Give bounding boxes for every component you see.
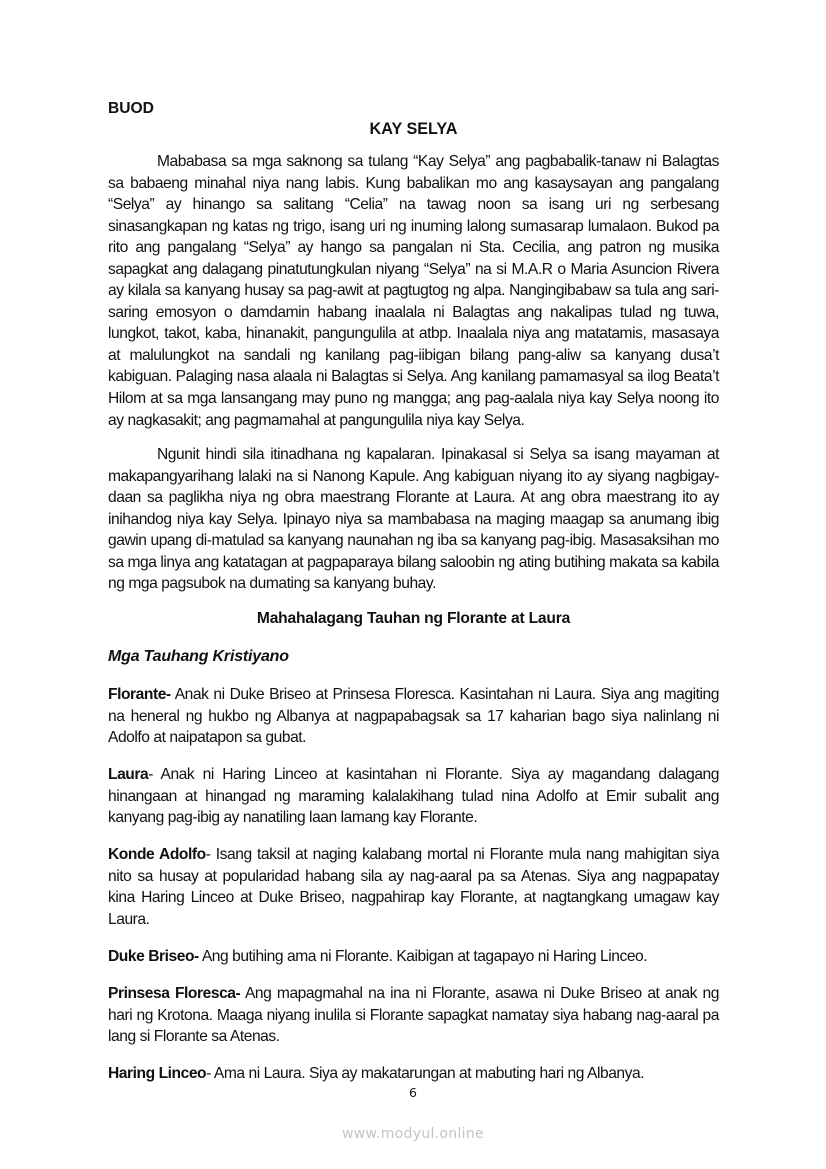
character-entry bbox=[108, 1063, 719, 1085]
character-description: Anak ni Duke Briseo at Prinsesa Floresca. Kasintahan ni Laura. Siya ang magiting na heneral ng hukbo ng Albanya at nagpapabagsak sa 17 kaharian bago siya nalinlang ni Adolfo at naipatapon sa gubat. bbox=[108, 686, 719, 747]
document-page bbox=[108, 98, 719, 1100]
subheading: Mga Tauhang Kristiyano bbox=[108, 648, 289, 666]
character-description: - Ama ni Laura. Siya ay makatarungan at mabuting hari ng Albanya. bbox=[206, 1065, 645, 1083]
section-heading: Mahahalagang Tauhan ng Florante at Laura bbox=[256, 609, 571, 627]
watermark: www.modyul.online bbox=[342, 1126, 484, 1142]
character-description: - Anak ni Haring Linceo at kasintahan ni Florante. Siya ay magandang dalagang hinangaan at hinangad ng maraming kalalakihang tulad nina Adolfo at Emir subalit ang kanyang pag-ibig ay nanatiling laan lamang kay Florante. bbox=[108, 766, 719, 827]
character-entry bbox=[108, 684, 719, 749]
summary-paragraph: Mababasa sa mga saknong sa tulang “Kay Selya” ang pagbabalik-tanaw ni Balagtas sa babaeng minahal niya nang labis. Kung babalikan mo ang kasaysayan ang pangalang “Selya” ay hinango sa salitang “Celia” na tawag noon sa isang uri ng serbesang sinasangkapan ng katas ng trigo, isang uri ng inuming lalong sumasarap lumalaon. Bukod pa rito ang pangalang “Selya” ay hango sa pangalan ni Sta. Cecilia, ang patron ng musika sapagkat ang dalagang pinatutungkulan niyang “Selya” na si M.A.R o Maria Asuncion Rivera ay kilala sa kanyang husay sa pag-awit at pagtugtog ng alpa. Nangingibabaw sa tula ang sari-saring emosyon o damdamin habang inaalala ni Balagtas ang nakalipas tulad ng tuwa, lungkot, takot, kaba, hinanakit, pangungulila at atbp. Inaalala niya ang matatamis, masasaya at malulungkot na sandali ng kanilang pag-iibigan bilang pang-aliw sa kanyang dusa’t kabiguan. Palaging nasa alaala ni Balagtas si Selya. Ang kanilang pamamasyal sa ilog Beata’t Hilom at sa mga lansangang may puno ng mangga; ang pag-aalala niya kay Selya noong ito ay nagkasakit; ang pagmamahal at pangungulila niya kay Selya. bbox=[108, 153, 719, 429]
character-entry bbox=[108, 983, 719, 1048]
character-entry bbox=[108, 844, 719, 930]
character-name: Duke Briseo- bbox=[108, 948, 199, 965]
character-description: Ang mapagmahal na ina ni Florante, asawa ni Duke Briseo at anak ng hari ng Krotona. Maaga niyang inulila si Florante sapagkat namatay siya habang nag-aaral pa lang si Florante sa Atenas. bbox=[108, 985, 719, 1046]
character-description: - Isang taksil at naging kalabang mortal ni Florante mula nang mahigitan siya nito sa husay at popularidad habang sila ay nag-aaral pa sa Atenas. Siya ang nagpapatay kina Haring Linceo at Duke Briseo, nagpahirap kay Florante, at nagtangkang umagaw kay Laura. bbox=[108, 846, 719, 928]
page-number: 6 bbox=[409, 1085, 417, 1100]
section-label: BUOD bbox=[108, 100, 154, 117]
page-title: KAY SELYA bbox=[369, 120, 458, 138]
summary-paragraph: Ngunit hindi sila itinadhana ng kapalaran. Ipinakasal si Selya sa isang mayaman at makapangyarihang lalaki na si Nanong Kapule. Ang kabiguan niyang ito ay siyang nagbigay-daan sa paglikha niya ng obra maestrang Florante at Laura. At ang obra maestrang ito ay inihandog niya kay Selya. Ipinayo niya sa mambabasa na maging maagap sa anumang ibig gawin upang di-matulad sa kanyang naunahan ng iba sa kanyang pag-ibig. Masasaksihan mo sa mga linya ang katatagan at pagpaparaya bilang saloobin ng ating butihing makata sa kabila ng mga pagsubok na dumating sa kanyang buhay. bbox=[108, 446, 719, 593]
character-name: Prinsesa Floresca- bbox=[108, 985, 241, 1003]
character-entry bbox=[108, 946, 719, 968]
character-name: Haring Linceo bbox=[108, 1065, 207, 1083]
character-name: Florante- bbox=[108, 686, 171, 704]
character-name: Konde Adolfo bbox=[108, 846, 206, 864]
character-entry bbox=[108, 764, 719, 829]
character-description: Ang butihing ama ni Florante. Kaibigan at tagapayo ni Haring Linceo. bbox=[198, 948, 648, 965]
character-name: Laura bbox=[108, 766, 149, 784]
